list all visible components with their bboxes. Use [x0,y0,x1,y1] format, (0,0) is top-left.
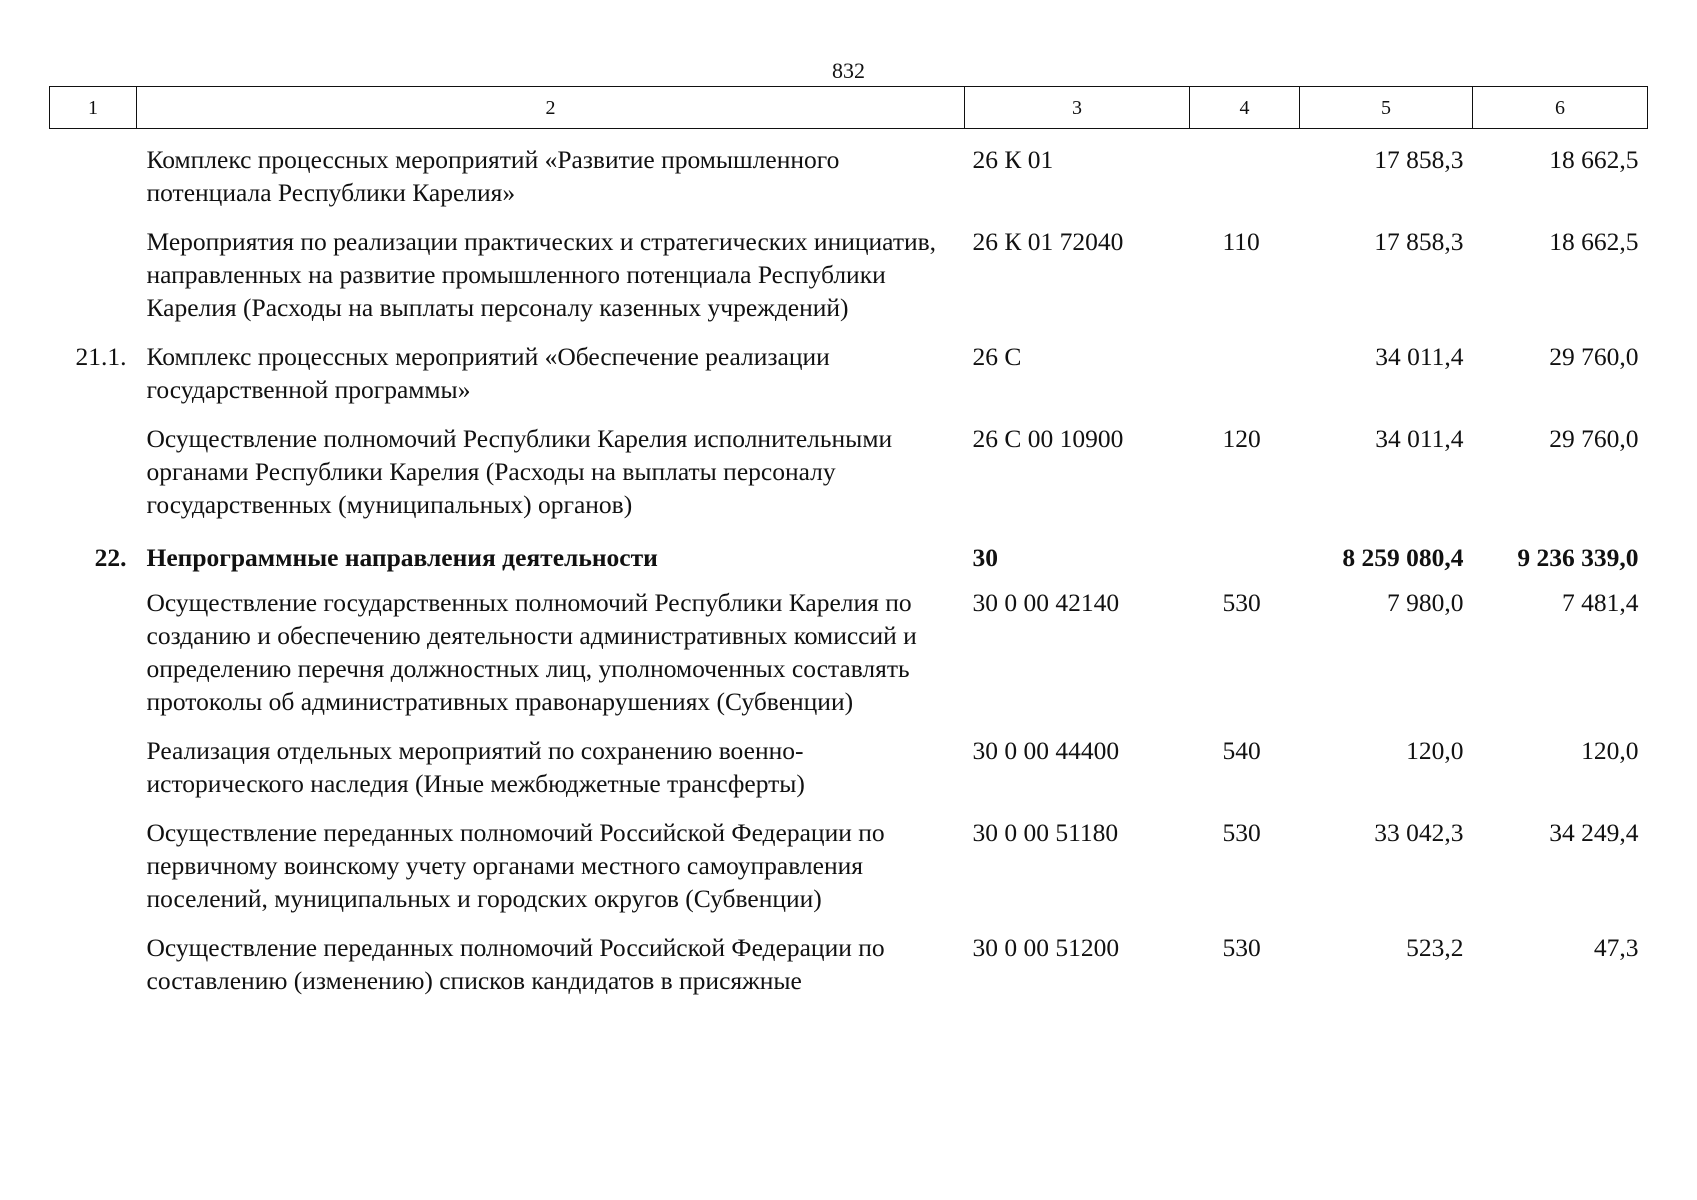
row-sum-1: 120,0 [1406,736,1464,765]
header-row [50,87,1648,129]
row-code: 30 [972,543,998,572]
row-expense-type: 540 [1222,736,1261,765]
row-number: 22. [94,543,127,572]
row-number [50,816,137,931]
row-expense-type: 530 [1222,588,1261,617]
row-number [50,129,137,226]
row-sum-2: 18 662,5 [1549,227,1639,256]
row-sum-1: 17 858,3 [1374,145,1464,174]
row-expense-type: 530 [1222,933,1261,962]
header-col-1: 1 [50,87,137,129]
row-number [50,422,137,537]
row-code: 30 0 00 44400 [972,736,1120,765]
page-number: 832 [832,58,865,83]
row-name: Осуществление полномочий Республики Карелия исполнительными органами Республики Карелия (Расходы на выплаты персоналу государственных (муниципальных) органов) [146,424,893,519]
row-sum-1: 34 011,4 [1375,342,1464,371]
table-row [50,931,1648,1013]
table-row [50,734,1648,816]
row-name: Осуществление государственных полномочий Республики Карелия по созданию и обеспечению деятельности административных комиссий и определению перечня должностных лиц, уполномоченных составлять протоколы об административных правонарушениях (Субвенции) [146,588,917,716]
table-row [50,225,1648,340]
row-sum-2: 120,0 [1581,736,1639,765]
row-sum-1: 34 011,4 [1375,424,1464,453]
row-sum-2: 9 236 339,0 [1517,543,1639,572]
table-row [50,340,1648,422]
row-sum-2: 29 760,0 [1549,342,1639,371]
row-number [50,586,137,734]
row-name: Реализация отдельных мероприятий по сохранению военно-исторического наследия (Иные межбюджетные трансферты) [146,736,805,798]
row-expense-type [1190,537,1300,586]
row-name: Осуществление переданных полномочий Российской Федерации по первичному воинскому учету органами местного самоуправления поселений, муниципальных и городских округов (Субвенции) [146,818,885,913]
budget-table [49,86,1648,1013]
row-code: 30 0 00 42140 [972,588,1120,617]
row-name: Мероприятия по реализации практических и стратегических инициатив, направленных на развитие промышленного потенциала Республики Карелия (Расходы на выплаты персоналу казенных учреждений) [146,227,937,322]
row-sum-1: 8 259 080,4 [1342,543,1464,572]
row-code: 30 0 00 51180 [972,818,1119,847]
row-number [50,734,137,816]
row-sum-2: 7 481,4 [1562,588,1639,617]
header-col-3: 3 [965,87,1190,129]
row-name: Осуществление переданных полномочий Российской Федерации по составлению (изменению) списков кандидатов в присяжные [146,933,885,995]
row-code: 26 С 00 10900 [972,424,1124,453]
header-col-4: 4 [1190,87,1300,129]
row-code: 26 С [972,342,1022,371]
row-expense-type: 530 [1222,818,1261,847]
row-sum-1: 7 980,0 [1387,588,1464,617]
row-number [50,931,137,1013]
row-sum-2: 47,3 [1593,933,1639,962]
header-col-5: 5 [1300,87,1473,129]
row-expense-type: 120 [1222,424,1261,453]
header-col-6: 6 [1473,87,1648,129]
row-code: 26 К 01 [972,145,1054,174]
row-sum-1: 17 858,3 [1374,227,1464,256]
row-sum-1: 33 042,3 [1374,818,1464,847]
table-header [50,87,1648,129]
header-col-2: 2 [137,87,965,129]
table-body [50,129,1648,1014]
row-sum-2: 34 249,4 [1549,818,1639,847]
row-expense-type [1190,340,1300,422]
row-sum-2: 29 760,0 [1549,424,1639,453]
table-row-section [50,537,1648,586]
row-code: 30 0 00 51200 [972,933,1120,962]
row-sum-2: 18 662,5 [1549,145,1639,174]
row-name: Комплекс процессных мероприятий «Обеспечение реализации государственной программы» [146,342,830,404]
table-row [50,422,1648,537]
row-code: 26 К 01 72040 [972,227,1124,256]
table-row [50,129,1648,226]
row-sum-1: 523,2 [1406,933,1464,962]
table-row [50,816,1648,931]
row-name: Комплекс процессных мероприятий «Развитие промышленного потенциала Республики Карелия» [146,145,840,207]
row-number: 21.1. [75,342,127,371]
row-number [50,225,137,340]
table-row [50,586,1648,734]
row-name: Непрограммные направления деятельности [146,543,658,572]
row-expense-type [1190,129,1300,226]
row-expense-type: 110 [1222,227,1260,256]
